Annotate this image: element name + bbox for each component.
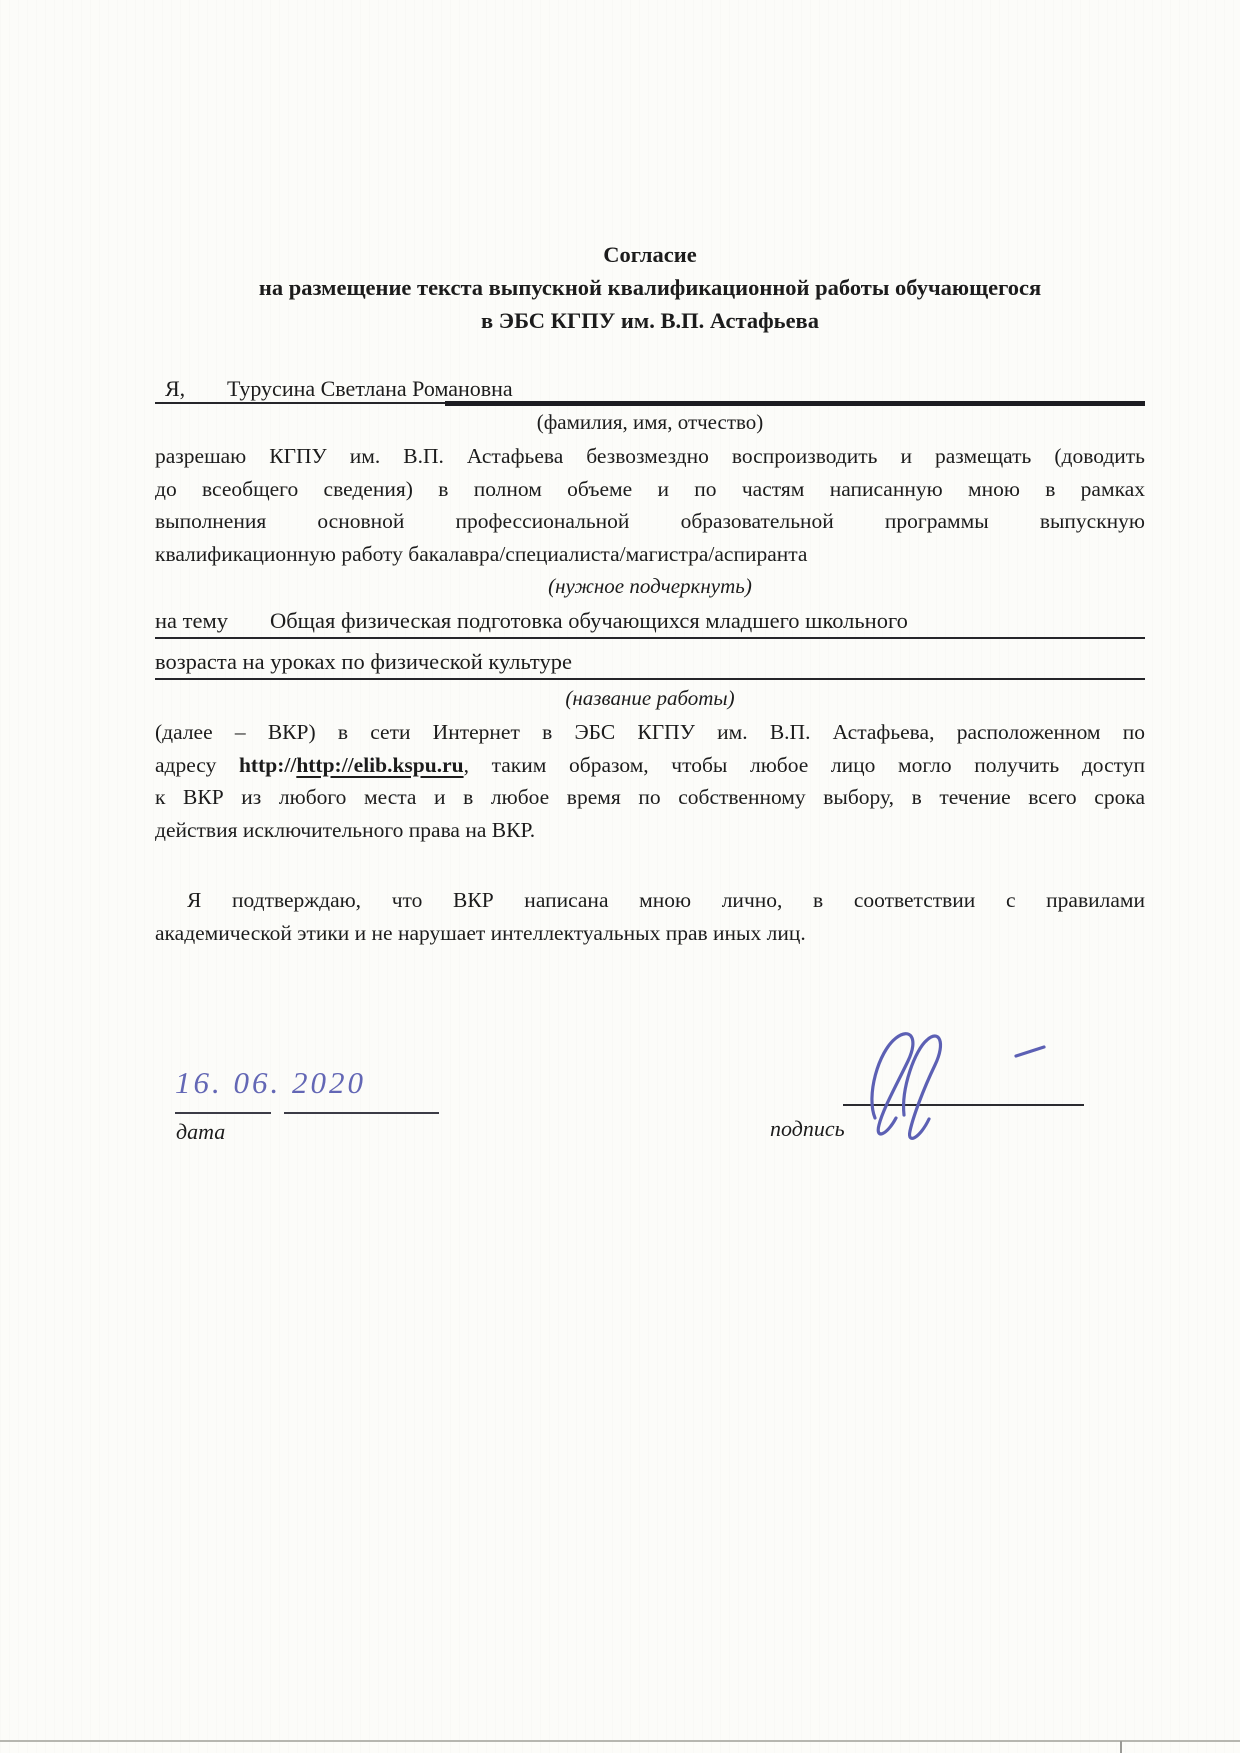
- signature-label: подпись: [770, 1116, 845, 1141]
- topic-line-1: [155, 606, 1145, 639]
- scan-edge-line: [0, 1740, 1240, 1742]
- vkr-line2-prefix: адресу: [155, 752, 239, 777]
- permission-line: квалификационную работу бакалавра/специалиста/магистра/аспиранта: [155, 541, 808, 566]
- date-underline-segment: [175, 1112, 271, 1114]
- signature-dash: [1016, 1047, 1044, 1056]
- signature-scrawl: [820, 1016, 1070, 1146]
- topic-line-2: [155, 647, 1145, 680]
- scan-edge-tick: [1120, 1741, 1122, 1753]
- topic-label: на тему: [155, 608, 228, 633]
- vkr-line: к ВКР из любого места и в любое время по собственному выбору, в течение всего срока: [155, 785, 1145, 810]
- elib-url: http://elib.kspu.ru: [296, 752, 464, 777]
- ruled-line-thick-segment: [445, 401, 1145, 406]
- title-line-3: в ЭБС КГПУ им. В.П. Астафьева: [481, 308, 819, 333]
- vkr-line-with-url: [155, 749, 1145, 782]
- declarant-full-name: Турусина Светлана Романовна: [227, 376, 513, 401]
- declarant-name-line: [155, 376, 1145, 404]
- handwritten-date: 16. 06. 2020: [175, 1065, 366, 1100]
- url-scheme: http://: [238, 752, 297, 777]
- topic-text-2: возраста на уроках по физической культуре: [155, 649, 572, 674]
- date-underline-segment: [284, 1112, 439, 1114]
- permission-line: выполнения основной профессиональной образовательной программы выпускную: [155, 509, 1145, 534]
- permission-paragraph: [155, 440, 1145, 570]
- declarant-prefix: Я,: [165, 376, 186, 401]
- title-line-1: Согласие: [603, 242, 697, 267]
- title-line-2: на размещение текста выпускной квалификационной работы обучающегося: [258, 275, 1042, 300]
- vkr-line2-suffix: , таким образом, чтобы любое лицо могло получить доступ: [463, 752, 1145, 777]
- confirmation-line: академической этики и не нарушает интеллектуальных прав иных лиц.: [155, 920, 806, 945]
- topic-text-1: Общая физическая подготовка обучающихся младшего школьного: [269, 608, 908, 633]
- signature-stroke: [904, 1036, 941, 1138]
- confirmation-line: Я подтверждаю, что ВКР написана мною лично, в соответствии с правилами: [187, 888, 1145, 912]
- confirmation-paragraph: [155, 884, 1145, 949]
- work-title-caption: (название работы): [565, 686, 735, 710]
- permission-line: разрешаю КГПУ им. В.П. Астафьева безвозмездно воспроизводить и размещать (доводить: [155, 444, 1145, 468]
- date-label: дата: [176, 1119, 226, 1144]
- vkr-paragraph: [155, 716, 1145, 846]
- vkr-line: действия исключительного права на ВКР.: [155, 817, 536, 842]
- document-title: [155, 238, 1145, 337]
- name-caption: (фамилия, имя, отчество): [536, 410, 764, 434]
- underline-note-caption: (нужное подчеркнуть): [548, 574, 752, 598]
- vkr-line: (далее – ВКР) в сети Интернет в ЭБС КГПУ им. В.П. Астафьева, расположенном по: [155, 720, 1145, 744]
- permission-line: до всеобщего сведения) в полном объеме и по частям написанную мною в рамках: [155, 476, 1145, 501]
